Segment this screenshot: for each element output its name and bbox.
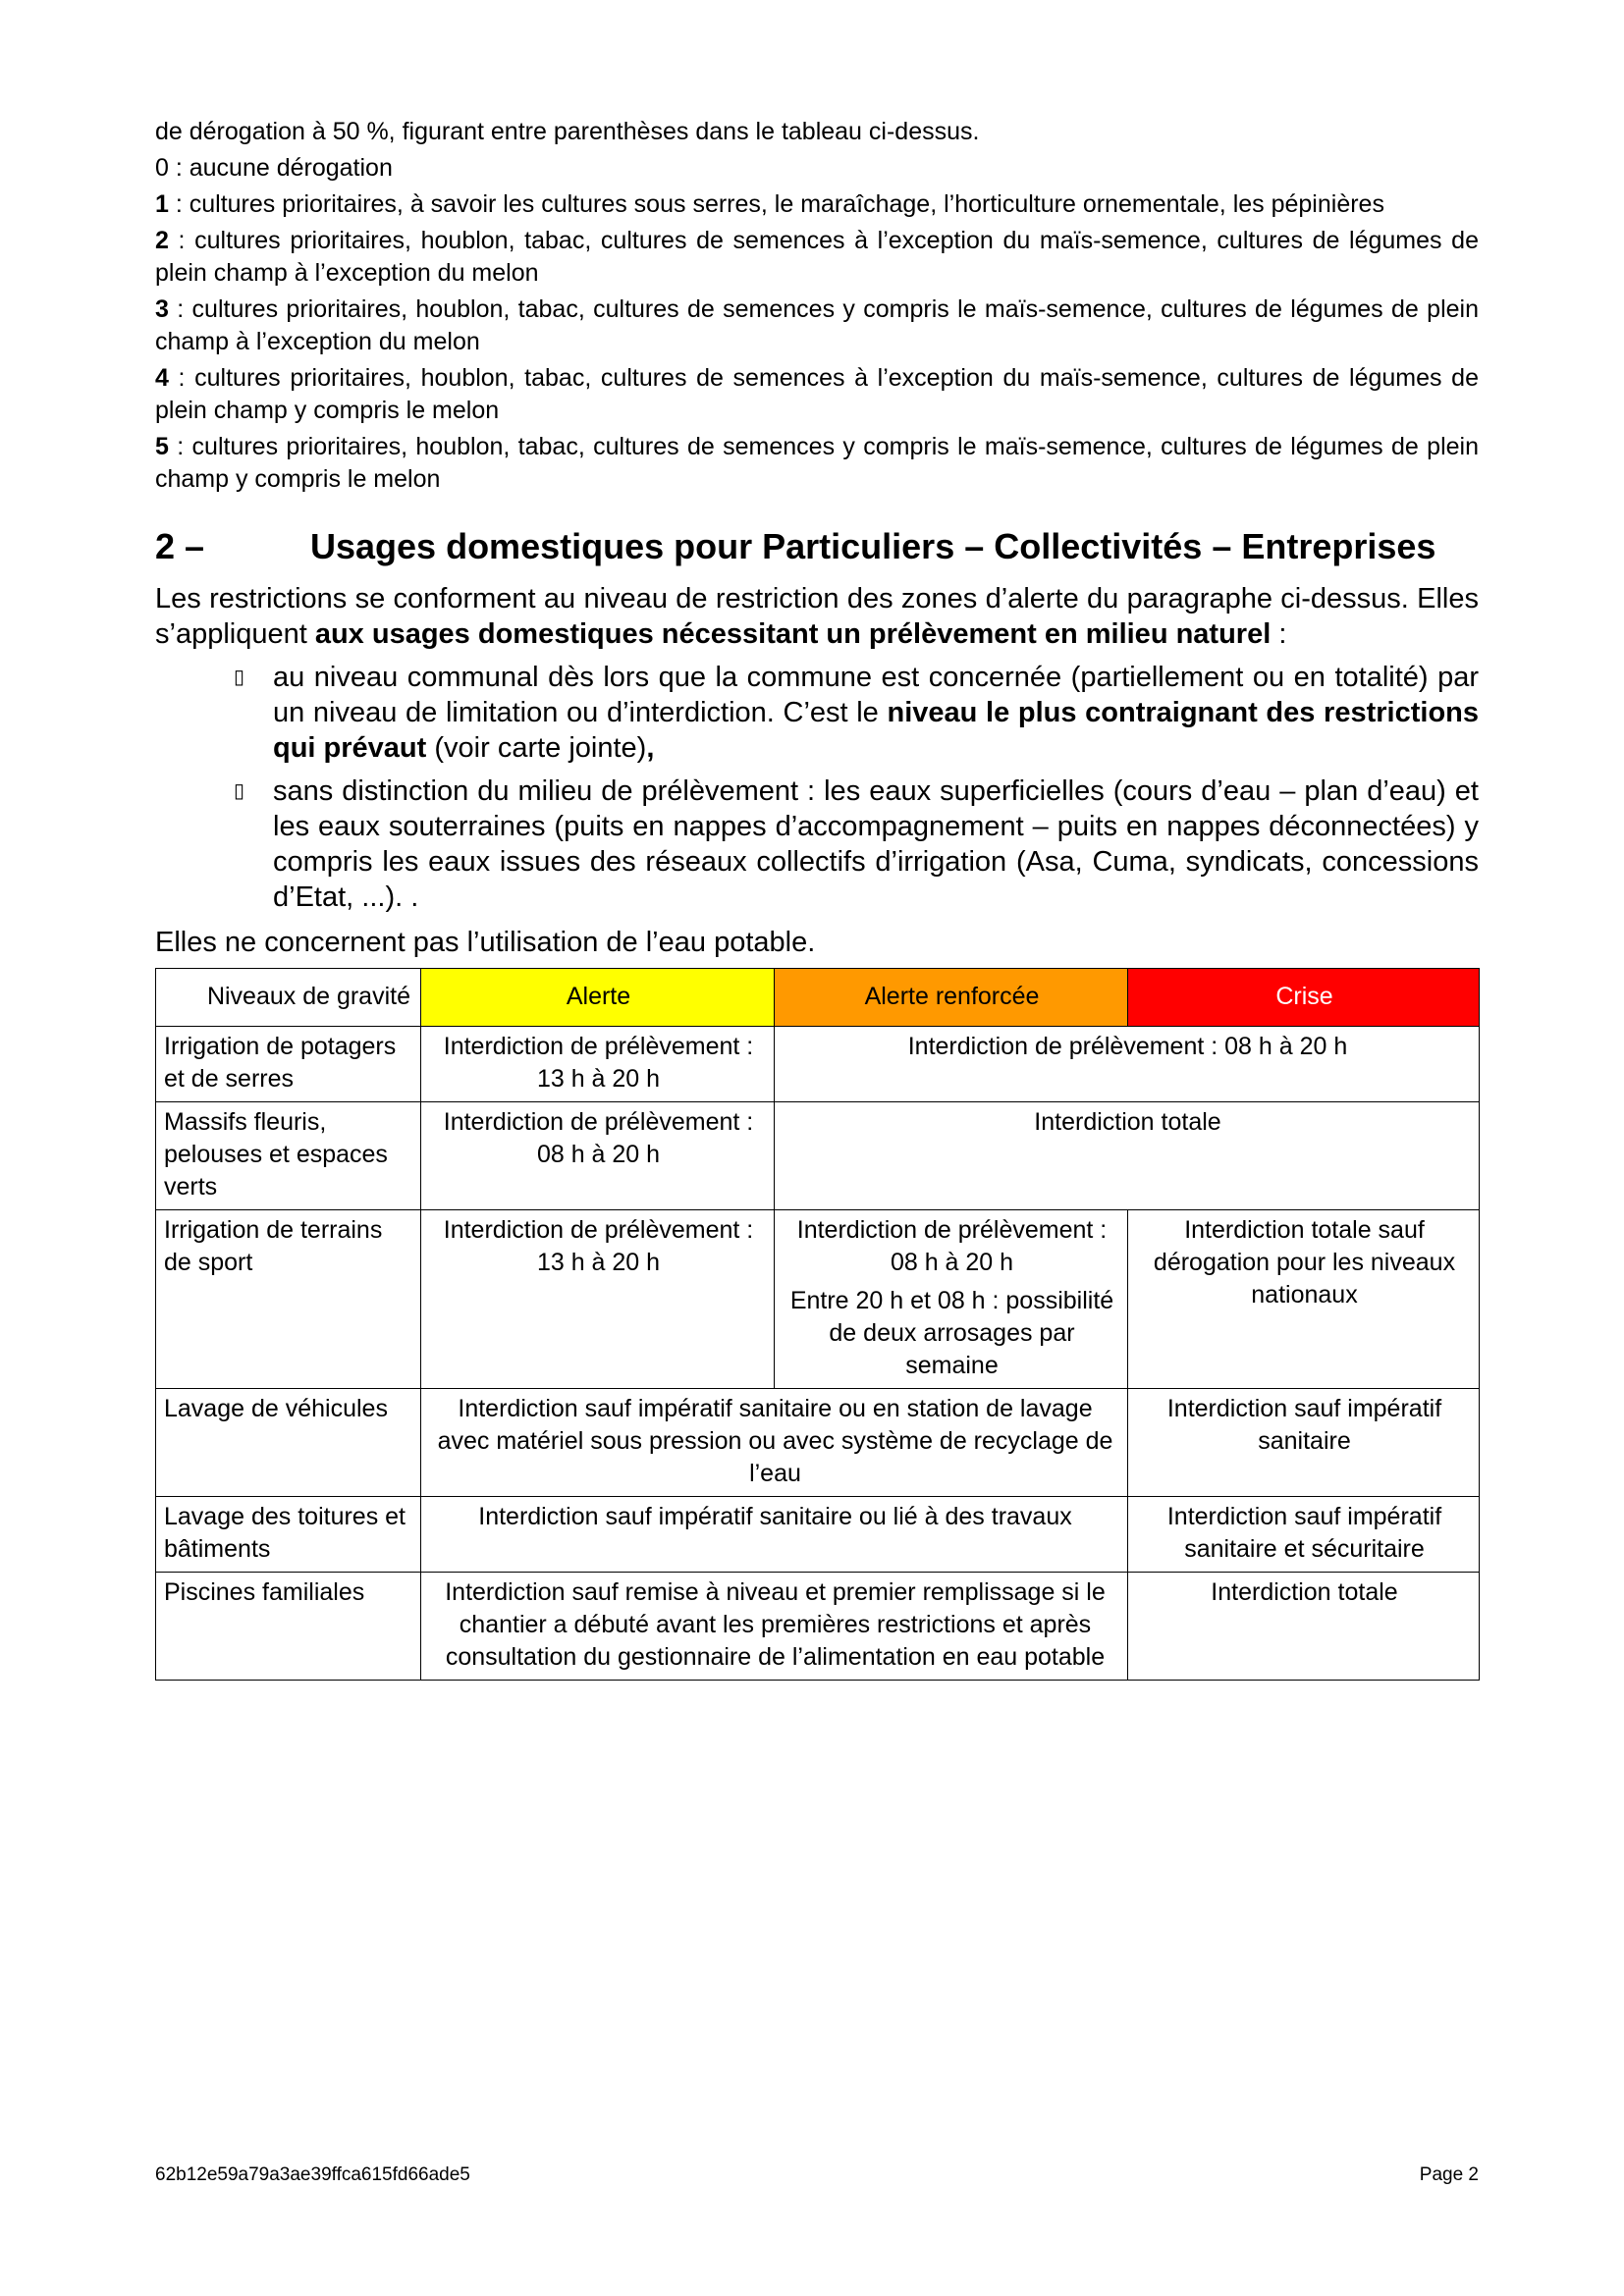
bullet-icon: ▯ <box>234 780 245 802</box>
table-row: Irrigation de terrains de sport Interdiction de prélèvement : 13 h à 20 h Interdiction de prélèvement : 08 h à 20 h Entre 20 h et 08 h : possibilité de deux arrosages par semaine Interdiction totale sauf dérogation pour les niveaux nationaux <box>156 1210 1480 1389</box>
document-page <box>155 116 1479 1681</box>
bullet-list <box>155 660 1479 915</box>
header-crise: Crise <box>1128 969 1480 1027</box>
list-item: ▯ au niveau communal dès lors que la commune est concernée (partiellement ou en totalité) par un niveau de limitation ou d’interdiction. C’est le niveau le plus contraignant des restrictions qui prévaut (voir carte jointe), <box>234 662 1479 764</box>
table-row: Lavage des toitures et bâtiments Interdiction sauf impératif sanitaire ou lié à des travaux Interdiction sauf impératif sanitaire et sécuritaire <box>156 1497 1480 1573</box>
legend-item-0: 0 : aucune dérogation <box>155 154 393 182</box>
page-number: Page 2 <box>1419 2164 1479 2185</box>
table-row: Lavage de véhicules Interdiction sauf impératif sanitaire ou en station de lavage avec matériel sous pression ou avec système de recyclage de l’eau Interdiction sauf impératif sanitaire <box>156 1389 1480 1497</box>
section-note: Elles ne concernent pas l’utilisation de l’eau potable. <box>155 927 816 958</box>
table-header-row <box>156 969 1480 1027</box>
document-id: 62b12e59a79a3ae39ffca615fd66ade5 <box>155 2164 470 2185</box>
legend-item-5: 5 : cultures prioritaires, houblon, tabac, cultures de semences y compris le maïs-semence, cultures de légumes de plein champ y compris le melon <box>155 433 1479 493</box>
section-heading <box>155 525 1479 567</box>
legend-intro: de dérogation à 50 %, figurant entre parenthèses dans le tableau ci-dessus. <box>155 118 980 145</box>
legend-item-4: 4 : cultures prioritaires, houblon, tabac, cultures de semences à l’exception du maïs-semence, cultures de légumes de plein champ y compris le melon <box>155 364 1479 424</box>
header-alerte: Alerte <box>421 969 775 1027</box>
legend-item-1: 1 : cultures prioritaires, à savoir les cultures sous serres, le maraîchage, l’horticulture ornementale, les pépinières <box>155 190 1384 218</box>
table-row: Irrigation de potagers et de serres Interdiction de prélèvement : 13 h à 20 h Interdiction de prélèvement : 08 h à 20 h <box>156 1027 1480 1102</box>
header-alerte-renforcee: Alerte renforcée <box>775 969 1128 1027</box>
section-intro: Les restrictions se conforment au niveau de restriction des zones d’alerte du paragraphe ci-dessus. Elles s’appliquent aux usages domestiques nécessitant un prélèvement en milieu naturel : <box>155 583 1479 650</box>
restrictions-table <box>155 968 1480 1681</box>
bullet-icon: ▯ <box>234 667 245 688</box>
header-levels: Niveaux de gravité <box>156 969 421 1027</box>
list-item: ▯ sans distinction du milieu de prélèvement : les eaux superficielles (cours d’eau – plan d’eau) et les eaux souterraines (puits en nappes d’accompagnement – puits en nappes déconnectées) y compris les eaux issues des réseaux collectifs d’irrigation (Asa, Cuma, syndicats, concessions d’Etat, ...). . <box>234 775 1479 913</box>
legend-item-3: 3 : cultures prioritaires, houblon, tabac, cultures de semences y compris le maïs-semence, cultures de légumes de plein champ à l’exception du melon <box>155 295 1479 355</box>
legend-item-2: 2 : cultures prioritaires, houblon, tabac, cultures de semences à l’exception du maïs-semence, cultures de légumes de plein champ à l’exception du melon <box>155 227 1479 287</box>
table-row: Massifs fleuris, pelouses et espaces verts Interdiction de prélèvement : 08 h à 20 h Interdiction totale <box>156 1102 1480 1210</box>
table-row: Piscines familiales Interdiction sauf remise à niveau et premier remplissage si le chantier a débuté avant les premières restrictions et après consultation du gestionnaire de l’alimentation en eau potable Interdiction totale <box>156 1573 1480 1681</box>
section-number: 2 – <box>155 526 205 566</box>
section-title: Usages domestiques pour Particuliers – Collectivités – Entreprises <box>310 526 1436 566</box>
